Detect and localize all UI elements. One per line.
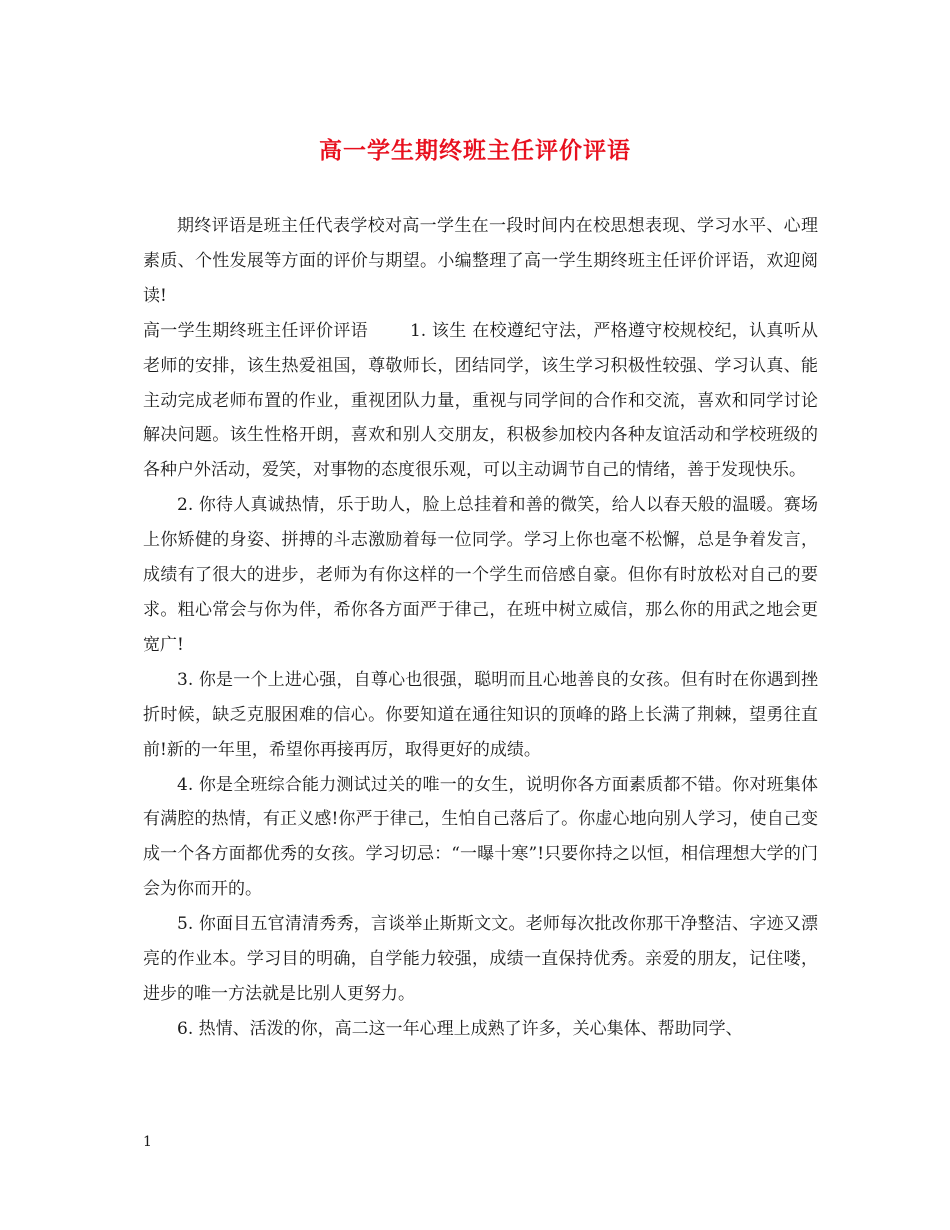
paragraph-1: [143, 314, 818, 489]
document-title: 高一学生期终班主任评价评语: [319, 137, 631, 164]
document-body: [143, 209, 818, 1047]
paragraph-3: 3. 你是一个上进心强，自尊心也很强，聪明而且心地善良的女孩。但有时在你遇到挫折时候，缺乏克服困难的信心。你要知道在通往知识的顶峰的路上长满了荆棘，望勇往直前!新的一年里，希望你再接再厉，取得更好的成绩。: [143, 669, 818, 760]
paragraph-1-text: 1. 该生 在校遵纪守法，严格遵守校规校纪，认真听从老师的安排，该生热爱祖国，尊敬师长，团结同学，该生学习积极性较强、学习认真、能主动完成老师布置的作业，重视团队力量，重视与同学间的合作和交流，喜欢和同学讨论解决问题。该生性格开朗，喜欢和别人交朋友，积极参加校内各种友谊活动和学校班级的各种户外活动，爱笑，对事物的态度很乐观，可以主动调节自己的情绪，善于发现快乐。: [143, 320, 819, 481]
intro-paragraph: 期终评语是班主任代表学校对高一学生在一段时间内在校思想表现、学习水平、心理素质、个性发展等方面的评价与期望。小编整理了高一学生期终班主任评价评语，欢迎阅读!: [143, 216, 818, 306]
page-number: 1: [143, 1134, 152, 1150]
paragraph-5: 5. 你面目五官清清秀秀，言谈举止斯斯文文。老师每次批改你那干净整洁、字迹又漂亮的作业本。学习目的明确，自学能力较强，成绩一直保持优秀。亲爱的朋友，记住喽，进步的唯一方法就是比别人更努力。: [143, 914, 818, 1004]
section-heading: 高一学生期终班主任评价评语: [143, 320, 368, 341]
paragraph-2: 2. 你待人真诚热情，乐于助人，脸上总挂着和善的微笑，给人以春天般的温暖。赛场上你矫健的身姿、拼搏的斗志激励着每一位同学。学习上你也毫不松懈，总是争着发言，成绩有了很大的进步，老师为有你这样的一个学生而倍感自豪。但你有时放松对自己的要求。粗心常会与你为伴，希你各方面严于律己，在班中树立威信，那么你的用武之地会更宽广!: [143, 495, 818, 655]
paragraph-4: 4. 你是全班综合能力测试过关的唯一的女生，说明你各方面素质都不错。你对班集体有满腔的热情，有正义感!你严于律己，生怕自己落后了。你虚心地向别人学习，使自己变成一个各方面都优秀的女孩。学习切忌：“一曝十寒”!只要你持之以恒，相信理想大学的门会为你而开的。: [143, 774, 818, 900]
paragraph-6: 6. 热情、活泼的你，高二这一年心理上成熟了许多，关心集体、帮助同学、: [177, 1018, 743, 1039]
